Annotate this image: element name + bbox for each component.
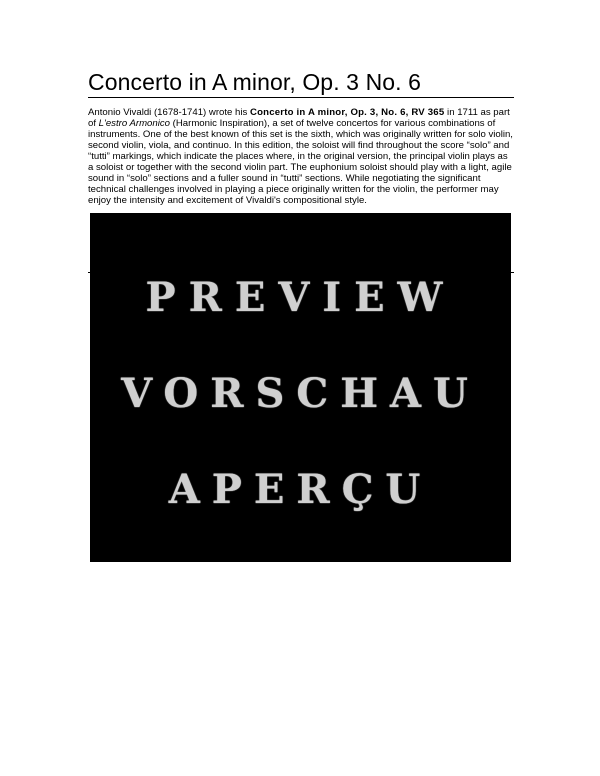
- intro-paragraph: [88, 107, 514, 206]
- watermark-line-vorschau: VORSCHAU: [121, 370, 480, 417]
- intro-text-3: (Harmonic Inspiration), a set of twelve concertos for various combinations of instruments. One of the best known of this set is the sixth, which was originally written for solo violin, second violin, viola, and continuo. In this edition, the soloist will find throughout the score “solo” and “tutti” markings, which indicate the places where, in the original version, the principal violin plays as a soloist or together with the second violin part. The euphonium soloist should play with a light, agile sound in “solo” sections and a fuller sound in “tutti” sections. While negotiating the significant technical challenges involved in playing a piece originally written for the violin, the performer may enjoy the intensity and excitement of Vivaldi's compositional style.: [88, 118, 513, 206]
- intro-text-2: in 1711 as part of: [88, 107, 510, 129]
- watermark-line-apercu: APERÇU: [168, 466, 433, 513]
- title-divider: [88, 97, 514, 98]
- intro-text-1: Antonio Vivaldi (1678-1741) wrote his: [88, 107, 250, 118]
- watermark-line-preview: PREVIEW: [145, 274, 456, 321]
- collection-title: L'estro Armonico: [98, 118, 170, 129]
- page-title: Concerto in A minor, Op. 3 No. 6: [88, 69, 422, 95]
- work-title: Concerto in A minor, Op. 3, No. 6, RV 365: [249, 107, 445, 118]
- preview-watermark-overlay: [90, 213, 511, 562]
